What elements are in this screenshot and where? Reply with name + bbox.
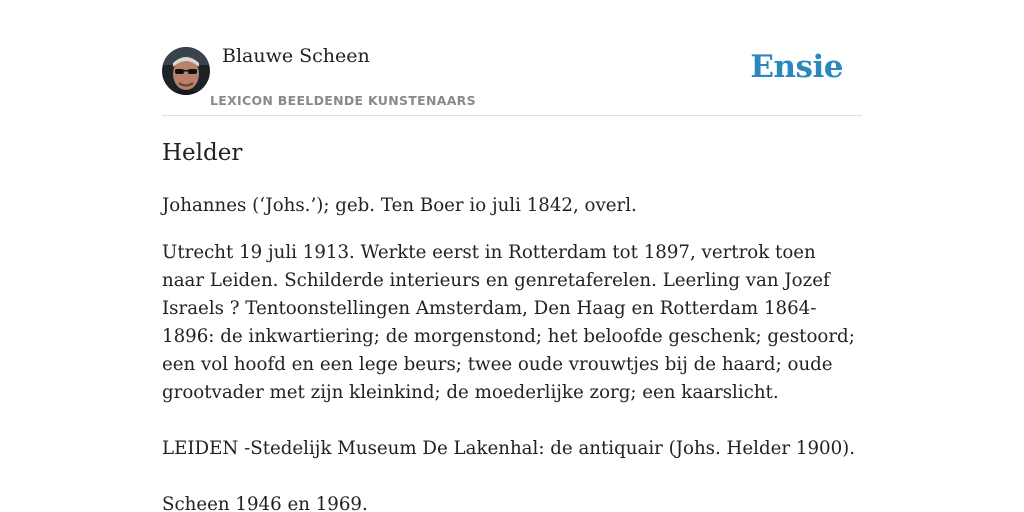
article-page: [162, 0, 862, 512]
author-avatar[interactable]: [162, 47, 210, 95]
article-paragraph: Johannes (‘Johs.’); geb. Ten Boer io juli 1842, overl.: [162, 195, 637, 216]
article-paragraph: Utrecht 19 juli 1913. Werkte eerst in Rotterdam tot 1897, vertrok toen naar Leiden. Schilderde interieurs en genretaferelen. Leerling van Jozef Israels ? Tentoonstellingen Amsterdam, Den Haag en Rotterdam 1864-1896: de inkwartiering; de morgenstond; het beloofde geschenk; gestoord; een vol hoofd en een lege beurs; twee oude vrouwtjes bij de haard; oude grootvader met zijn kleinkind; de moederlijke zorg; een kaarslicht.: [162, 242, 855, 403]
article-title: Helder: [162, 140, 243, 166]
article-header: [162, 0, 862, 116]
ensie-logo[interactable]: Ensie: [750, 49, 843, 85]
article-paragraph: LEIDEN -Stedelijk Museum De Lakenhal: de antiquair (Johs. Helder 1900).: [162, 438, 856, 459]
publication-label[interactable]: LEXICON BEELDENDE KUNSTENAARS: [210, 93, 476, 108]
avatar-icon: [162, 47, 210, 95]
author-name[interactable]: Blauwe Scheen: [222, 45, 370, 67]
article-paragraph: Scheen 1946 en 1969.: [162, 494, 368, 512]
